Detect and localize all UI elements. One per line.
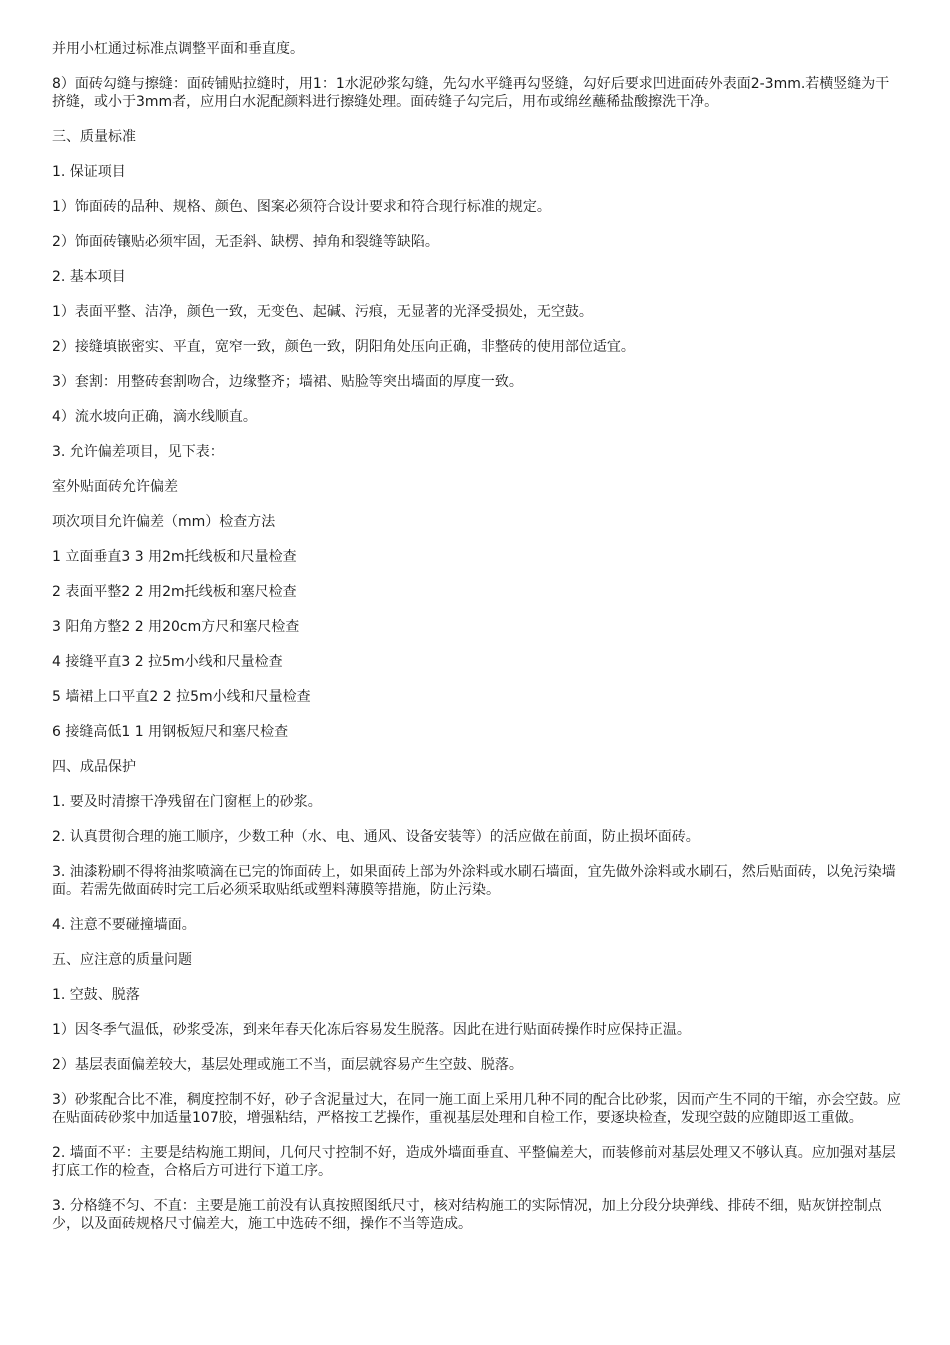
- list-item: 2. 墙面不平：主要是结构施工期间，几何尺寸控制不好，造成外墙面垂直、平整偏差大，而装修前对基层处理又不够认真。应加强对基层打底工作的检查，合格后方可进行下道工序。: [52, 1145, 896, 1179]
- list-item: 3）砂浆配合比不准，稠度控制不好，砂子含泥量过大，在同一施工面上采用几种不同的配合比砂浆，因而产生不同的干缩，亦会空鼓。应在贴面砖砂浆中加适量107胶，增强粘结，严格按工艺操作，重视基层处理和自检工作，要逐块检查，发现空鼓的应随即返工重做。: [52, 1092, 901, 1126]
- list-item: 1. 要及时清擦干净残留在门窗框上的砂浆。: [52, 794, 322, 810]
- document-page: [52, 40, 902, 1250]
- list-item: 3. 油漆粉刷不得将油浆喷滴在已完的饰面砖上，如果面砖上部为外涂料或水刷石墙面，宜先做外涂料或水刷石，然后贴面砖，以免污染墙面。若需先做面砖时完工后必须采取贴纸或塑料薄膜等措施，防止污染。: [52, 864, 896, 898]
- table-row: 6 接缝高低1 1 用钢板短尺和塞尺检查: [52, 724, 289, 740]
- paragraph-intro: 并用小杠通过标准点调整平面和垂直度。: [52, 41, 304, 57]
- list-item: 1）饰面砖的品种、规格、颜色、图案必须符合设计要求和符合现行标准的规定。: [52, 199, 551, 215]
- list-item: 4）流水坡向正确，滴水线顺直。: [52, 409, 257, 425]
- subheading-guarantee-items: 1. 保证项目: [52, 164, 126, 180]
- subheading-basic-items: 2. 基本项目: [52, 269, 126, 285]
- list-item: 1）表面平整、洁净，颜色一致，无变色、起碱、污痕，无显著的光泽受损处，无空鼓。: [52, 304, 593, 320]
- section-heading-quality-issues: 五、应注意的质量问题: [52, 952, 192, 968]
- table-row: 4 接缝平直3 2 拉5m小线和尺量检查: [52, 654, 283, 670]
- list-item: 2）基层表面偏差较大，基层处理或施工不当，面层就容易产生空鼓、脱落。: [52, 1057, 523, 1073]
- list-item: 3）套割：用整砖套割吻合，边缘整齐；墙裙、贴脸等突出墙面的厚度一致。: [52, 374, 523, 390]
- table-row: 1 立面垂直3 3 用2m托线板和尺量检查: [52, 549, 297, 565]
- list-item: 2. 认真贯彻合理的施工顺序，少数工种（水、电、通风、设备安装等）的活应做在前面，防止损坏面砖。: [52, 829, 700, 845]
- table-header: 项次项目允许偏差（mm）检查方法: [52, 514, 276, 530]
- subheading-hollowing: 1. 空鼓、脱落: [52, 987, 140, 1003]
- list-item: 3. 分格缝不匀、不直：主要是施工前没有认真按照图纸尺寸，核对结构施工的实际情况，加上分段分块弹线、排砖不细，贴灰饼控制点少，以及面砖规格尺寸偏差大，施工中选砖不细，操作不当等造成。: [52, 1198, 882, 1232]
- subheading-tolerance-items: 3. 允许偏差项目，见下表：: [52, 444, 224, 460]
- table-title: 室外贴面砖允许偏差: [52, 479, 178, 495]
- table-row: 5 墙裙上口平直2 2 拉5m小线和尺量检查: [52, 689, 311, 705]
- section-heading-product-protection: 四、成品保护: [52, 759, 136, 775]
- table-row: 3 阳角方整2 2 用20cm方尺和塞尺检查: [52, 619, 300, 635]
- section-heading-quality-standards: 三、质量标准: [52, 129, 136, 145]
- list-item: 2）接缝填嵌密实、平直，宽窄一致，颜色一致，阴阳角处压向正确，非整砖的使用部位适宜。: [52, 339, 635, 355]
- table-row: 2 表面平整2 2 用2m托线板和塞尺检查: [52, 584, 297, 600]
- paragraph-grouting: 8）面砖勾缝与擦缝：面砖铺贴拉缝时，用1：1水泥砂浆勾缝，先勾水平缝再勾竖缝，勾好后要求凹进面砖外表面2-3mm.若横竖缝为干挤缝，或小于3mm者，应用白水泥配颜料进行擦缝处理。面砖缝子勾完后，用布或绵丝蘸稀盐酸擦洗干净。: [52, 76, 890, 110]
- list-item: 4. 注意不要碰撞墙面。: [52, 917, 196, 933]
- list-item: 2）饰面砖镶贴必须牢固，无歪斜、缺楞、掉角和裂缝等缺陷。: [52, 234, 439, 250]
- list-item: 1）因冬季气温低，砂浆受冻，到来年春天化冻后容易发生脱落。因此在进行贴面砖操作时应保持正温。: [52, 1022, 691, 1038]
